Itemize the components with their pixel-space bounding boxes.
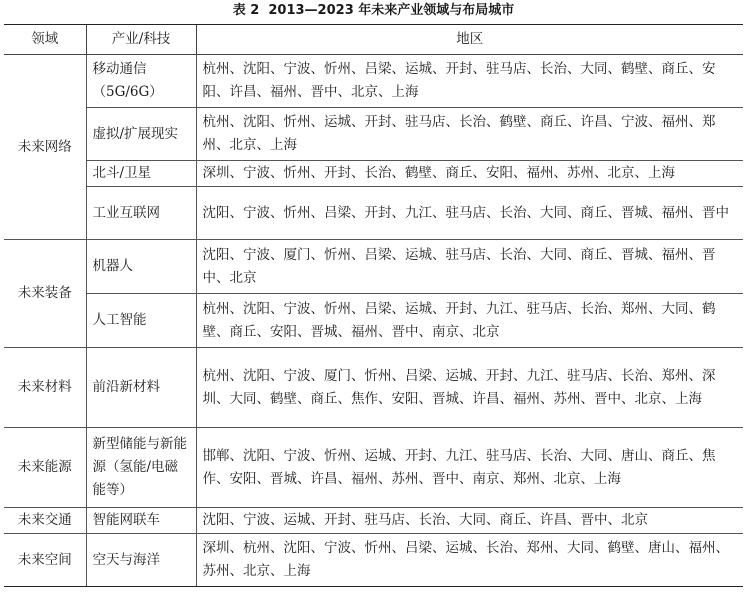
industry-cell: 虚拟/扩展现实: [86, 108, 196, 161]
table-header-row: [4, 25, 743, 55]
domain-cell: 未来交通: [4, 508, 86, 534]
table-row: [4, 508, 743, 534]
domain-cell: 未来材料: [4, 348, 86, 428]
region-cell: 杭州、沈阳、宁波、厦门、忻州、吕梁、运城、开封、九江、驻马店、长治、郑州、深圳、大同、鹤壁、商丘、焦作、安阳、晋城、许昌、福州、苏州、晋中、北京、上海: [196, 348, 743, 428]
table-row: [4, 428, 743, 508]
domain-cell: 未来能源: [4, 428, 86, 508]
industry-cell: 前沿新材料: [86, 348, 196, 428]
industry-cell: 智能网联车: [86, 508, 196, 534]
industry-cell: 人工智能: [86, 294, 196, 348]
future-industry-table: [4, 24, 743, 587]
header-region: 地区: [196, 25, 743, 55]
region-cell: 沈阳、宁波、运城、开封、驻马店、长治、大同、商丘、许昌、晋中、北京: [196, 508, 743, 534]
industry-cell: 北斗/卫星: [86, 161, 196, 187]
region-cell: 沈阳、宁波、忻州、吕梁、开封、九江、驻马店、长治、大同、商丘、晋城、福州、晋中: [196, 187, 743, 240]
table-row: [4, 161, 743, 187]
header-domain: 领域: [4, 25, 86, 55]
domain-cell: 未来空间: [4, 534, 86, 587]
domain-cell: 未来网络: [4, 55, 86, 240]
table-row: [4, 187, 743, 240]
header-industry: 产业/科技: [86, 25, 196, 55]
region-cell: 深圳、宁波、忻州、开封、长治、鹤壁、商丘、安阳、福州、苏州、北京、上海: [196, 161, 743, 187]
region-cell: 邯郸、沈阳、宁波、忻州、运城、开封、九江、驻马店、长治、大同、唐山、商丘、焦作、安阳、晋城、许昌、福州、苏州、晋中、南京、郑州、北京、上海: [196, 428, 743, 508]
table-caption-label: 表 2: [232, 3, 260, 18]
table-caption-title: 2013—2023 年未来产业领域与布局城市: [268, 3, 515, 18]
industry-cell: 新型储能与新能源（氢能/电磁能等）: [86, 428, 196, 508]
table-caption: [0, 0, 747, 22]
region-cell: 深圳、杭州、沈阳、宁波、忻州、吕梁、运城、长治、郑州、大同、鹤壁、唐山、福州、苏州、北京、上海: [196, 534, 743, 587]
region-cell: 杭州、沈阳、忻州、运城、开封、驻马店、长治、鹤壁、商丘、许昌、宁波、福州、郑州、北京、上海: [196, 108, 743, 161]
industry-cell: 工业互联网: [86, 187, 196, 240]
region-cell: 沈阳、宁波、厦门、忻州、吕梁、运城、驻马店、长治、大同、商丘、晋城、福州、晋中、北京: [196, 240, 743, 294]
table-row: [4, 534, 743, 587]
table-row: [4, 108, 743, 161]
industry-cell: 移动通信（5G/6G）: [86, 55, 196, 108]
region-cell: 杭州、沈阳、宁波、忻州、吕梁、运城、开封、驻马店、长治、大同、鹤壁、商丘、安阳、许昌、福州、晋中、北京、上海: [196, 55, 743, 108]
industry-cell: 机器人: [86, 240, 196, 294]
table-row: [4, 348, 743, 428]
table-row: [4, 55, 743, 108]
table-row: [4, 294, 743, 348]
region-cell: 杭州、沈阳、宁波、忻州、吕梁、运城、开封、九江、驻马店、长治、郑州、大同、鹤壁、商丘、安阳、晋城、福州、晋中、南京、北京: [196, 294, 743, 348]
table-row: [4, 240, 743, 294]
industry-cell: 空天与海洋: [86, 534, 196, 587]
domain-cell: 未来装备: [4, 240, 86, 348]
